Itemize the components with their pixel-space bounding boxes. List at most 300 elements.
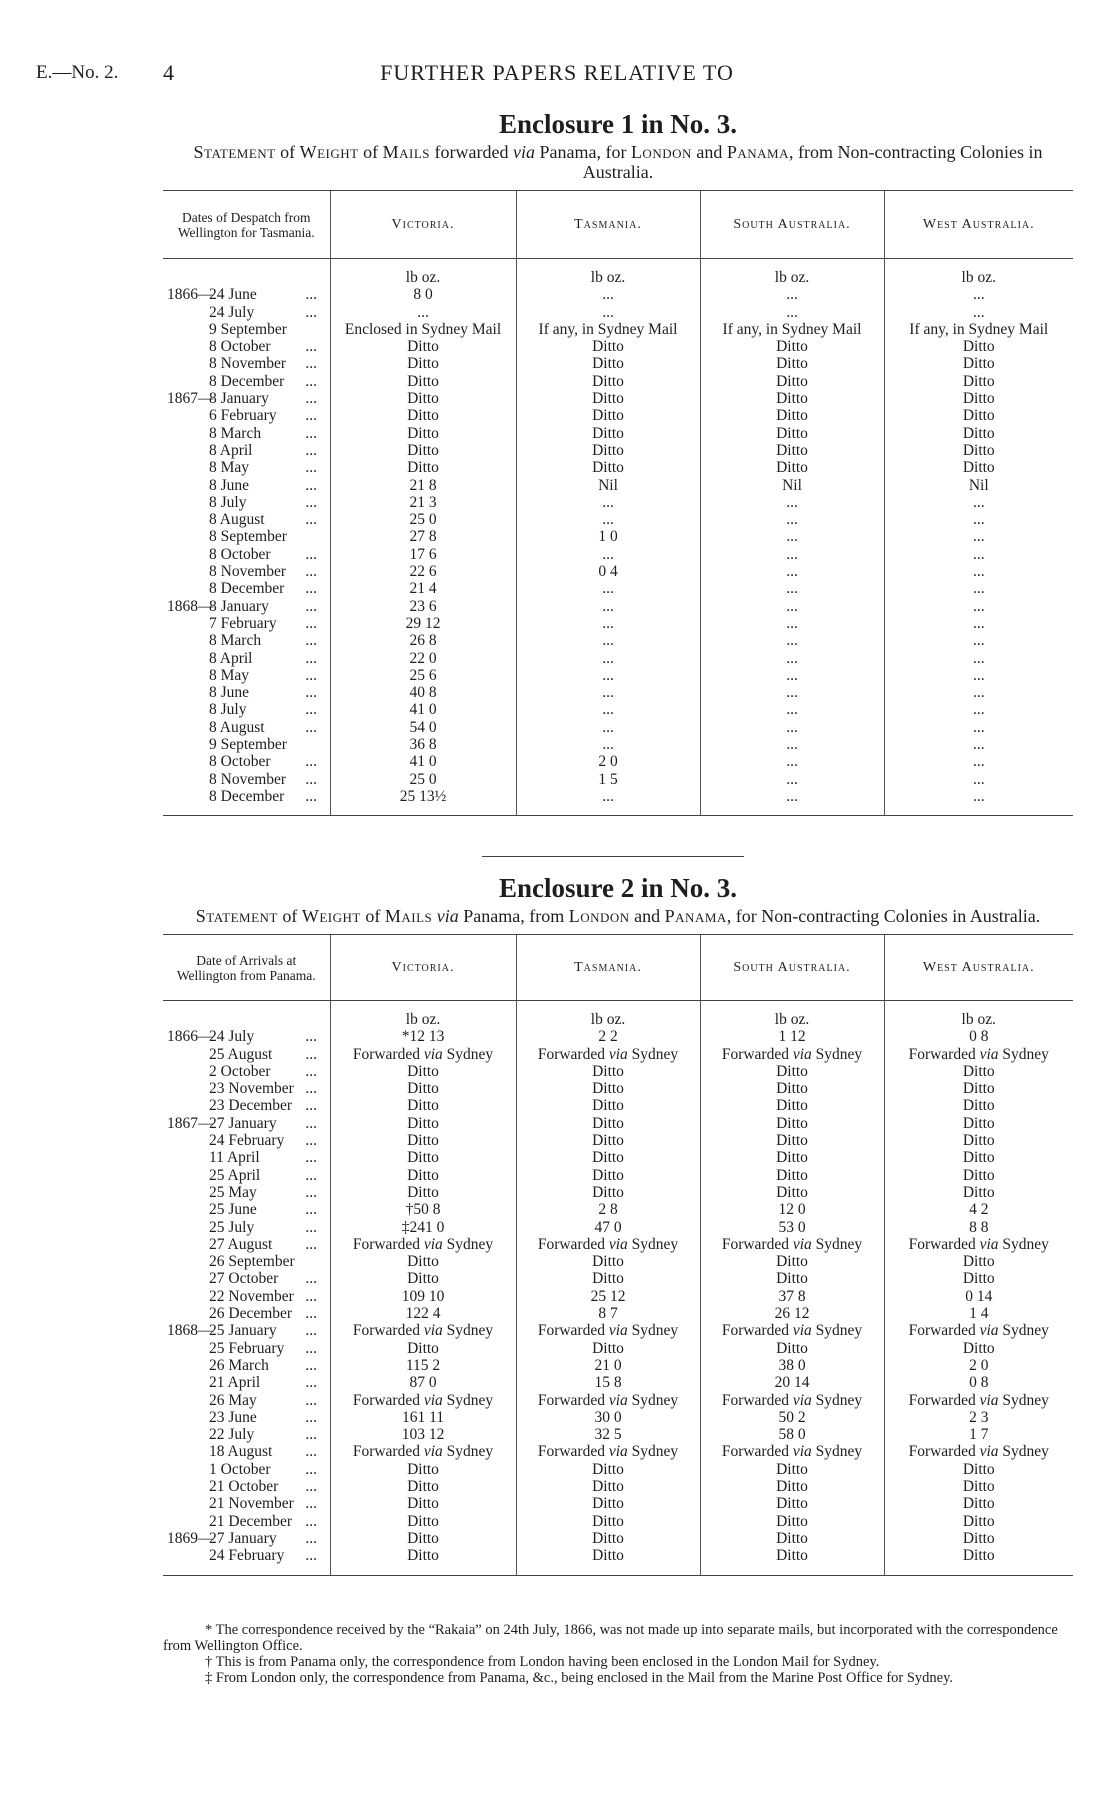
value-cell: ... <box>516 546 700 563</box>
value-cell: Ditto <box>330 1167 516 1184</box>
footnote: ‡ From London only, the correspondence from Panama, &c., being enclosed in the Mail from the Marine Post Office for Sydney. <box>205 1670 954 1686</box>
date-cell <box>163 425 330 442</box>
value-text: Forwarded <box>721 1391 793 1409</box>
value-cell: ... <box>700 598 884 615</box>
value-cell: Ditto <box>884 1080 1073 1097</box>
value-cell: ... <box>884 494 1073 511</box>
date-label: 25 February <box>209 1339 285 1357</box>
date-label: 8 August <box>209 718 265 736</box>
value-cell: 87 0 <box>330 1374 516 1391</box>
enclosure-2-table <box>163 934 1073 1576</box>
value-cell: Ditto <box>330 1149 516 1166</box>
value-text: Forwarded <box>721 1045 793 1063</box>
value-text: Sydney <box>442 1045 494 1063</box>
table-row <box>163 771 1073 788</box>
table-row <box>163 753 1073 770</box>
leader-dots: ... <box>305 1114 317 1132</box>
table-row <box>163 1461 1073 1478</box>
value-cell: 25 0 <box>330 771 516 788</box>
date-label: 8 March <box>209 424 262 442</box>
date-cell <box>163 304 330 321</box>
value-text: via <box>608 1443 628 1461</box>
value-text: Sydney <box>627 1322 679 1340</box>
date-cell <box>163 684 330 701</box>
value-cell: 2 0 <box>516 753 700 770</box>
value-cell: 0 8 <box>884 1374 1073 1391</box>
value-text: Forwarded <box>352 1322 424 1340</box>
value-cell: Ditto <box>516 1167 700 1184</box>
leader-dots: ... <box>305 407 317 425</box>
leader-dots: ... <box>305 580 317 598</box>
value-cell: ... <box>700 701 884 718</box>
value-cell: If any, in Sydney Mail <box>700 321 884 338</box>
value-text: Sydney <box>811 1045 863 1063</box>
value-cell: 27 8 <box>330 528 516 545</box>
unit-row <box>163 1001 1073 1029</box>
date-label: 8 July <box>209 493 247 511</box>
leader-dots: ... <box>305 684 317 702</box>
leader-dots: ... <box>305 1132 317 1150</box>
value-cell: 25 0 <box>330 511 516 528</box>
value-cell <box>516 1392 700 1409</box>
table-row <box>163 425 1073 442</box>
date-label: 8 July <box>209 701 247 719</box>
date-cell <box>163 650 330 667</box>
footnote: † This is from Panama only, the correspondence from London having been enclosed in the London Mail for Sydney. <box>205 1654 880 1670</box>
value-text: Forwarded <box>352 1045 424 1063</box>
value-cell: ... <box>700 771 884 788</box>
date-cell <box>163 1478 330 1495</box>
date-cell <box>163 563 330 580</box>
date-label: 26 May <box>209 1391 257 1409</box>
statement-text: , for Non-contracting Colonies in Australia. <box>726 906 1041 926</box>
value-cell: 26 12 <box>700 1305 884 1322</box>
leader-dots: ... <box>305 1495 317 1513</box>
date-cell <box>163 373 330 390</box>
value-text: via <box>979 1443 999 1461</box>
unit-cell-blank <box>163 1001 330 1029</box>
unit-label: lb oz. <box>884 1001 1073 1029</box>
year-label: 1868— <box>167 597 214 615</box>
value-text: Sydney <box>998 1045 1049 1063</box>
value-text: via <box>792 1322 812 1340</box>
table-row <box>163 580 1073 597</box>
value-cell: 21 0 <box>516 1357 700 1374</box>
date-label: 8 December <box>209 372 285 390</box>
table-row <box>163 788 1073 816</box>
value-text: Sydney <box>442 1391 494 1409</box>
date-cell <box>163 407 330 424</box>
value-cell: 26 8 <box>330 632 516 649</box>
date-cell <box>163 1305 330 1322</box>
value-text: Sydney <box>998 1443 1049 1461</box>
value-cell: 8 0 <box>330 286 516 303</box>
value-cell: Ditto <box>884 1184 1073 1201</box>
value-cell: ... <box>884 528 1073 545</box>
leader-dots: ... <box>305 1305 317 1323</box>
running-title: FURTHER PAPERS RELATIVE TO <box>380 60 734 85</box>
table-row <box>163 1495 1073 1512</box>
statement-text: Mails <box>382 142 430 162</box>
leader-dots: ... <box>305 666 317 684</box>
value-cell: Ditto <box>884 338 1073 355</box>
leader-dots: ... <box>305 1339 317 1357</box>
value-cell: ... <box>516 580 700 597</box>
date-label: 8 October <box>209 545 271 563</box>
leader-dots: ... <box>305 441 317 459</box>
date-cell <box>163 459 330 476</box>
date-column-header: Date of Arrivals at Wellington from Panama. <box>163 935 330 1001</box>
table-row <box>163 1097 1073 1114</box>
value-cell: Ditto <box>516 407 700 424</box>
value-text: via <box>792 1443 812 1461</box>
value-cell: ... <box>884 615 1073 632</box>
value-cell: Ditto <box>700 442 884 459</box>
date-cell <box>163 390 330 407</box>
date-label: 8 November <box>209 770 287 788</box>
value-cell: Ditto <box>330 1530 516 1547</box>
value-cell: ... <box>700 753 884 770</box>
date-label: 27 January <box>209 1114 277 1132</box>
date-cell <box>163 1495 330 1512</box>
table-row <box>163 719 1073 736</box>
date-cell <box>163 788 330 816</box>
value-cell: Ditto <box>330 425 516 442</box>
value-text: Sydney <box>811 1443 863 1461</box>
statement-text: London <box>568 906 630 926</box>
leader-dots: ... <box>305 563 317 581</box>
value-cell: Ditto <box>330 1253 516 1270</box>
value-cell: ... <box>884 719 1073 736</box>
table-row <box>163 701 1073 718</box>
table-row <box>163 1028 1073 1045</box>
value-cell: ... <box>516 286 700 303</box>
value-cell: Ditto <box>884 1340 1073 1357</box>
table-row <box>163 1392 1073 1409</box>
leader-dots: ... <box>305 1235 317 1253</box>
value-text: via <box>792 1045 812 1063</box>
statement-text: Panama, from <box>458 906 569 926</box>
value-text: via <box>979 1235 999 1253</box>
value-cell: Ditto <box>516 1115 700 1132</box>
date-label: 21 December <box>209 1512 293 1530</box>
value-cell: Ditto <box>330 1513 516 1530</box>
date-cell <box>163 1409 330 1426</box>
date-cell <box>163 1443 330 1460</box>
value-text: Sydney <box>442 1235 494 1253</box>
value-cell: 25 6 <box>330 667 516 684</box>
value-cell: Nil <box>700 477 884 494</box>
date-cell <box>163 1184 330 1201</box>
value-cell: 1 5 <box>516 771 700 788</box>
value-cell: Ditto <box>516 1097 700 1114</box>
value-cell: Ditto <box>516 1530 700 1547</box>
value-text: via <box>608 1045 628 1063</box>
enclosure-1-table <box>163 190 1073 816</box>
value-cell: 17 6 <box>330 546 516 563</box>
value-cell <box>884 1236 1073 1253</box>
leader-dots: ... <box>305 1322 317 1340</box>
leader-dots: ... <box>305 1028 317 1046</box>
value-cell <box>330 1392 516 1409</box>
value-text: via <box>423 1391 443 1409</box>
value-cell <box>884 1046 1073 1063</box>
value-cell: Ditto <box>516 355 700 372</box>
date-cell <box>163 1322 330 1339</box>
leader-dots: ... <box>305 1080 317 1098</box>
date-label: 21 November <box>209 1495 294 1513</box>
value-text: Forwarded <box>908 1443 980 1461</box>
year-label: 1866— <box>167 1028 214 1046</box>
value-cell: Ditto <box>516 1184 700 1201</box>
value-text: Sydney <box>998 1235 1049 1253</box>
value-text: via <box>608 1235 628 1253</box>
value-cell: Ditto <box>700 1097 884 1114</box>
leader-dots: ... <box>305 1201 317 1219</box>
date-cell <box>163 1461 330 1478</box>
table-row <box>163 1409 1073 1426</box>
date-cell <box>163 1253 330 1270</box>
value-cell: 1 7 <box>884 1426 1073 1443</box>
footnote: * The correspondence received by the “Rakaia” on 24th July, 1866, was not made up into separate mails, but incorporated with the correspondence from Wellington Office. <box>163 1622 1058 1654</box>
value-cell <box>700 1236 884 1253</box>
value-cell: 0 8 <box>884 1028 1073 1045</box>
value-cell: 15 8 <box>516 1374 700 1391</box>
date-cell <box>163 701 330 718</box>
date-cell <box>163 1288 330 1305</box>
value-cell: †50 8 <box>330 1201 516 1218</box>
value-cell: 122 4 <box>330 1305 516 1322</box>
value-text: via <box>608 1322 628 1340</box>
value-cell <box>700 1392 884 1409</box>
date-label: 25 April <box>209 1166 261 1184</box>
value-cell: Ditto <box>330 1115 516 1132</box>
value-cell: ... <box>884 580 1073 597</box>
date-cell <box>163 580 330 597</box>
value-cell: Ditto <box>330 1547 516 1575</box>
date-cell <box>163 1219 330 1236</box>
table-row <box>163 632 1073 649</box>
table-row <box>163 563 1073 580</box>
value-cell: ... <box>516 667 700 684</box>
value-cell: Ditto <box>884 390 1073 407</box>
value-cell: *12 13 <box>330 1028 516 1045</box>
leader-dots: ... <box>305 1270 317 1288</box>
date-label: 18 August <box>209 1443 273 1461</box>
date-label: 8 April <box>209 441 253 459</box>
date-label: 8 June <box>209 684 250 702</box>
table-row <box>163 373 1073 390</box>
date-cell <box>163 442 330 459</box>
date-cell <box>163 528 330 545</box>
value-cell: 41 0 <box>330 753 516 770</box>
column-header: West Australia. <box>884 191 1073 259</box>
value-cell <box>330 1046 516 1063</box>
table-row <box>163 598 1073 615</box>
value-cell: 115 2 <box>330 1357 516 1374</box>
date-label: 8 May <box>209 666 250 684</box>
value-cell: 21 3 <box>330 494 516 511</box>
leader-dots: ... <box>305 701 317 719</box>
table-row <box>163 494 1073 511</box>
value-cell: 0 4 <box>516 563 700 580</box>
value-cell: ... <box>516 719 700 736</box>
date-label: 9 September <box>209 320 287 338</box>
statement-text: Statement <box>193 142 276 162</box>
date-cell <box>163 1392 330 1409</box>
unit-label: lb oz. <box>884 259 1073 287</box>
date-label: 27 January <box>209 1529 277 1547</box>
value-cell: 109 10 <box>330 1288 516 1305</box>
date-cell <box>163 632 330 649</box>
value-cell: 41 0 <box>330 701 516 718</box>
value-cell: Ditto <box>516 1478 700 1495</box>
date-column-header: Dates of Despatch from Wellington for Tasmania. <box>163 191 330 259</box>
year-label: 1866— <box>167 286 214 304</box>
date-label: 25 June <box>209 1201 257 1219</box>
value-cell: Ditto <box>330 373 516 390</box>
value-cell: ... <box>516 304 700 321</box>
year-label: 1868— <box>167 1322 214 1340</box>
leader-dots: ... <box>305 649 317 667</box>
value-cell: Ditto <box>516 1547 700 1575</box>
date-label: 24 February <box>209 1132 285 1150</box>
date-label: 8 January <box>209 597 269 615</box>
value-cell: 1 0 <box>516 528 700 545</box>
value-text: Sydney <box>998 1391 1049 1409</box>
value-cell: Ditto <box>884 442 1073 459</box>
value-cell: ... <box>700 580 884 597</box>
leader-dots: ... <box>305 597 317 615</box>
leader-dots: ... <box>305 493 317 511</box>
value-cell: Ditto <box>700 425 884 442</box>
leader-dots: ... <box>305 1478 317 1496</box>
value-cell: 22 6 <box>330 563 516 580</box>
value-cell: ... <box>700 788 884 816</box>
leader-dots: ... <box>305 390 317 408</box>
date-label: 22 November <box>209 1287 294 1305</box>
value-cell: 2 2 <box>516 1028 700 1045</box>
value-text: Forwarded <box>537 1391 609 1409</box>
value-cell: 103 12 <box>330 1426 516 1443</box>
value-cell: ... <box>884 598 1073 615</box>
date-label: 8 June <box>209 476 250 494</box>
date-label: 24 June <box>209 286 257 304</box>
value-cell: Ditto <box>330 459 516 476</box>
table-row <box>163 615 1073 632</box>
value-cell: Ditto <box>330 1132 516 1149</box>
table-row <box>163 650 1073 667</box>
value-text: Sydney <box>442 1322 494 1340</box>
date-label: 24 July <box>209 303 255 321</box>
table-row <box>163 1357 1073 1374</box>
value-cell: Ditto <box>884 1063 1073 1080</box>
value-cell: ... <box>700 286 884 303</box>
leader-dots: ... <box>305 424 317 442</box>
enclosure-2-title: Enclosure 2 in No. 3. <box>498 873 738 903</box>
date-label: 6 February <box>209 407 277 425</box>
value-cell: 29 12 <box>330 615 516 632</box>
value-cell: 23 6 <box>330 598 516 615</box>
value-cell: ... <box>700 563 884 580</box>
date-label: 8 March <box>209 632 262 650</box>
value-text: via <box>423 1322 443 1340</box>
column-header: Victoria. <box>330 935 516 1001</box>
value-cell: Ditto <box>884 1495 1073 1512</box>
value-cell: If any, in Sydney Mail <box>516 321 700 338</box>
date-label: 27 August <box>209 1235 273 1253</box>
value-cell: ... <box>884 546 1073 563</box>
table-row <box>163 355 1073 372</box>
column-header: South Australia. <box>700 191 884 259</box>
date-cell <box>163 1374 330 1391</box>
date-cell <box>163 1063 330 1080</box>
value-cell: Ditto <box>700 1547 884 1575</box>
value-text: Sydney <box>627 1045 679 1063</box>
statement-text: and <box>629 906 665 926</box>
value-cell: Ditto <box>330 355 516 372</box>
value-cell: Ditto <box>700 1530 884 1547</box>
value-cell: Ditto <box>516 390 700 407</box>
value-cell: 25 12 <box>516 1288 700 1305</box>
year-label: 1867— <box>167 390 214 408</box>
value-cell <box>884 1322 1073 1339</box>
page-number: 4 <box>163 60 174 85</box>
value-cell: 2 8 <box>516 1201 700 1218</box>
table-row <box>163 1513 1073 1530</box>
leader-dots: ... <box>305 787 317 805</box>
table-row <box>163 286 1073 303</box>
value-cell: Nil <box>884 477 1073 494</box>
value-cell: ... <box>884 701 1073 718</box>
date-cell <box>163 1046 330 1063</box>
value-cell: Ditto <box>700 1340 884 1357</box>
value-cell: ... <box>516 684 700 701</box>
enclosure-1-title: Enclosure 1 in No. 3. <box>498 109 738 139</box>
value-cell: Ditto <box>330 407 516 424</box>
value-cell: 38 0 <box>700 1357 884 1374</box>
date-label: 8 October <box>209 338 271 356</box>
statement-text: , from Non-contracting Colonies in Australia. <box>582 142 1043 182</box>
value-cell: Ditto <box>330 1461 516 1478</box>
date-label: 8 December <box>209 580 285 598</box>
statement-text: Weight <box>301 906 361 926</box>
table-row <box>163 407 1073 424</box>
value-text: via <box>423 1045 443 1063</box>
date-cell <box>163 546 330 563</box>
table-row <box>163 1340 1073 1357</box>
value-cell: Ditto <box>884 1478 1073 1495</box>
value-text: Forwarded <box>908 1045 980 1063</box>
enclosure-1-statement <box>183 142 1053 182</box>
value-cell: Ditto <box>884 459 1073 476</box>
value-text: Sydney <box>811 1322 863 1340</box>
value-text: Forwarded <box>721 1322 793 1340</box>
value-cell <box>516 1322 700 1339</box>
value-cell: ... <box>516 701 700 718</box>
leader-dots: ... <box>305 1529 317 1547</box>
statement-text: via <box>436 906 459 926</box>
leader-dots: ... <box>305 632 317 650</box>
value-cell: Ditto <box>884 1530 1073 1547</box>
value-cell: Ditto <box>330 1063 516 1080</box>
value-cell: ... <box>884 632 1073 649</box>
table-row <box>163 528 1073 545</box>
date-cell <box>163 286 330 303</box>
value-cell: 30 0 <box>516 1409 700 1426</box>
value-text: Forwarded <box>537 1322 609 1340</box>
value-cell: ... <box>884 563 1073 580</box>
